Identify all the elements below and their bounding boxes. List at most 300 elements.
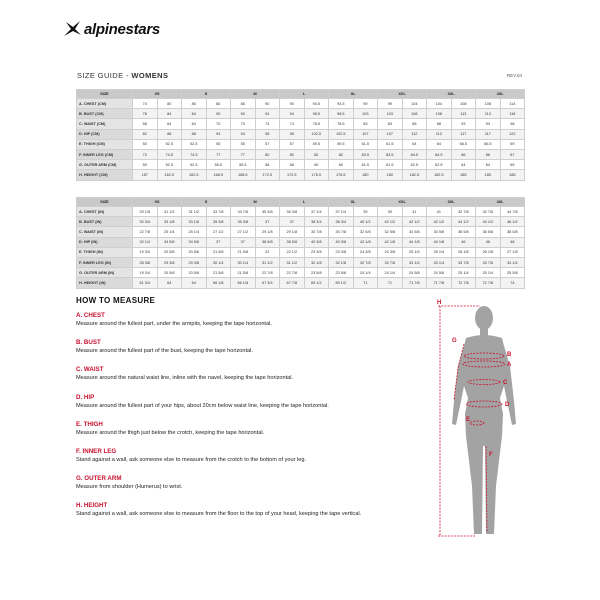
- table-cell: 61 3/4: [133, 278, 158, 288]
- table-cell: 78: [133, 109, 158, 119]
- table-cell: 82: [329, 149, 354, 159]
- table-cell: 62.5: [402, 160, 427, 170]
- table-cell: 30 3/4: [133, 217, 158, 227]
- table-cell: 42 7/8: [476, 207, 501, 217]
- table-cell: 30 7/8: [329, 227, 354, 237]
- table-cell: 20 5/8: [157, 268, 182, 278]
- table-cell: 99: [353, 99, 378, 109]
- table-cell: 182.5: [402, 170, 427, 180]
- size-table-in: [76, 197, 525, 289]
- table-cell: 31 1/2: [255, 257, 280, 267]
- row-label: C. WAIST (CM): [77, 119, 133, 129]
- table-cell: 46: [451, 237, 476, 247]
- table-cell: 31 1/2: [182, 207, 207, 217]
- table-cell: 64: [157, 119, 182, 129]
- table-header-row: [77, 198, 525, 207]
- table-cell: 108: [402, 109, 427, 119]
- table-cell: 37: [231, 237, 256, 247]
- label-a: A: [507, 362, 512, 368]
- table-cell: 99: [378, 99, 403, 109]
- size-header-xs: XS: [133, 198, 182, 207]
- table-cell: 21 5/8: [206, 268, 231, 278]
- measure-instructions: [76, 312, 436, 530]
- measure-description: Measure around the fullest part, under the armpits, keeping the tape horizontal.: [76, 321, 272, 327]
- table-cell: 22: [255, 247, 280, 257]
- table-cell: 168.5: [206, 170, 231, 180]
- measure-heading: E. THIGH: [76, 420, 103, 428]
- table-cell: 32 7/8: [353, 257, 378, 267]
- table-cell: 22 1/2: [280, 247, 305, 257]
- table-cell: 61.5: [353, 139, 378, 149]
- label-d: D: [505, 402, 510, 408]
- table-cell: 41: [402, 207, 427, 217]
- table-cell: 37: [255, 217, 280, 227]
- table-cell: 34 5/8: [182, 237, 207, 247]
- table-cell: 90: [206, 109, 231, 119]
- table-cell: 26 1/8: [451, 247, 476, 257]
- table-cell: 94: [206, 129, 231, 139]
- table-cell: 38 3/4: [329, 217, 354, 227]
- label-g: G: [452, 338, 457, 344]
- table-cell: 80: [157, 99, 182, 109]
- table-cell: 176.5: [329, 170, 354, 180]
- table-cell: 98: [500, 119, 525, 129]
- table-row: [77, 109, 525, 119]
- table-cell: 21 5/8: [206, 247, 231, 257]
- table-cell: 27 1/2: [231, 227, 256, 237]
- table-cell: 35 3/8: [231, 217, 256, 227]
- measure-heading: B. BUST: [76, 339, 101, 347]
- table-cell: 162.5: [157, 170, 182, 180]
- table-cell: 38 5/8: [255, 237, 280, 247]
- table-row: [77, 217, 525, 227]
- table-cell: 86: [231, 99, 256, 109]
- size-column-header: SIZE: [77, 198, 133, 207]
- table-cell: 74: [280, 119, 305, 129]
- table-cell: 23 3/8: [304, 247, 329, 257]
- table-cell: 74: [255, 119, 280, 129]
- table-cell: 108: [476, 99, 501, 109]
- table-cell: 20 5/8: [182, 247, 207, 257]
- table-cell: 61.5: [353, 160, 378, 170]
- row-label: F. INNER LEG (CM): [77, 149, 133, 159]
- table-cell: 83.5: [378, 149, 403, 159]
- size-header-xl: XL: [329, 90, 378, 99]
- table-row: [77, 237, 525, 247]
- size-header-3xl: 3XL: [427, 90, 476, 99]
- table-cell: 33 7/8: [231, 207, 256, 217]
- table-cell: 58: [133, 119, 158, 129]
- table-cell: 37: [206, 237, 231, 247]
- body-figure-illustration: [436, 296, 530, 546]
- row-label: D. HIP (IN): [77, 237, 133, 247]
- measure-description: Measure around the thigh just below the crotch, keeping the tape horizontal.: [76, 429, 265, 436]
- table-cell: 61.5: [378, 160, 403, 170]
- row-label: E. THIGH (CM): [77, 139, 133, 149]
- table-cell: 52.5: [157, 139, 182, 149]
- table-cell: 90: [280, 99, 305, 109]
- table-cell: 23 5/8: [329, 268, 354, 278]
- table-cell: 74.5: [182, 149, 207, 159]
- table-cell: 55: [206, 139, 231, 149]
- table-cell: 70: [206, 119, 231, 129]
- table-cell: 22 7/8: [280, 268, 305, 278]
- table-cell: 35 3/8: [280, 207, 305, 217]
- table-cell: 77: [231, 149, 256, 159]
- table-cell: 98: [255, 129, 280, 139]
- table-cell: 80: [255, 149, 280, 159]
- table-cell: 90: [255, 99, 280, 109]
- size-header-xl: XL: [329, 198, 378, 207]
- table-cell: 44 1/8: [427, 237, 452, 247]
- size-header-xs: XS: [133, 90, 182, 99]
- table-cell: 104: [427, 99, 452, 109]
- table-cell: 168.5: [231, 170, 256, 180]
- size-header-s: S: [182, 90, 231, 99]
- table-cell: 29 1/8: [255, 227, 280, 237]
- table-cell: 29 3/8: [157, 257, 182, 267]
- size-header-3xl: 3XL: [427, 198, 476, 207]
- table-cell: 32 5/8: [353, 227, 378, 237]
- table-row: [77, 119, 525, 129]
- size-header-xxl: XXL: [378, 90, 427, 99]
- row-label: A. CHEST (IN): [77, 207, 133, 217]
- row-label: A. CHEST (CM): [77, 99, 133, 109]
- table-cell: 172.5: [280, 170, 305, 180]
- measure-item: [76, 421, 436, 448]
- table-cell: 59.5: [329, 139, 354, 149]
- table-cell: 34 5/8: [157, 237, 182, 247]
- table-cell: 65: [500, 160, 525, 170]
- table-cell: 188: [500, 170, 525, 180]
- table-cell: 107: [378, 129, 403, 139]
- table-cell: 30 1/4: [206, 257, 231, 267]
- title-bold: WOMENS: [131, 71, 169, 80]
- table-cell: 42 1/8: [353, 237, 378, 247]
- table-cell: 33 1/8: [182, 217, 207, 227]
- table-cell: 42 1/2: [427, 217, 452, 227]
- size-header-xxl: XXL: [378, 198, 427, 207]
- label-c: C: [503, 380, 508, 386]
- page-title: [77, 71, 168, 80]
- table-cell: 57: [280, 139, 305, 149]
- table-row: [77, 160, 525, 170]
- table-cell: 25 1/4: [402, 247, 427, 257]
- table-cell: 31 1/2: [157, 207, 182, 217]
- table-cell: 34 5/8: [402, 227, 427, 237]
- table-row: [77, 139, 525, 149]
- table-cell: 71 7/8: [427, 278, 452, 288]
- table-row: [77, 149, 525, 159]
- footnote: [76, 555, 376, 560]
- table-cell: 33 7/8: [206, 207, 231, 217]
- table-cell: 108: [427, 109, 452, 119]
- table-cell: 74: [500, 278, 525, 288]
- brand-logo: [62, 20, 160, 38]
- table-cell: 34 5/8: [427, 227, 452, 237]
- table-cell: 29 1/8: [133, 207, 158, 217]
- table-cell: 55.5: [206, 160, 231, 170]
- table-cell: 94.5: [304, 99, 329, 109]
- table-cell: 44 1/2: [451, 217, 476, 227]
- table-cell: 36 5/8: [451, 227, 476, 237]
- table-cell: 19 3/4: [133, 268, 158, 278]
- size-header-4xl: 4XL: [476, 90, 525, 99]
- table-cell: 33 7/8: [451, 257, 476, 267]
- table-cell: 37: [280, 217, 305, 227]
- table-cell: 23 3/8: [329, 247, 354, 257]
- table-cell: 185: [451, 170, 476, 180]
- table-cell: 40 1/2: [378, 217, 403, 227]
- table-cell: 64: [476, 160, 501, 170]
- table-cell: 50: [133, 160, 158, 170]
- table-cell: 40 1/2: [353, 217, 378, 227]
- table-cell: 87: [500, 149, 525, 159]
- table-cell: 26 1/8: [476, 247, 501, 257]
- table-row: [77, 99, 525, 109]
- table-cell: 117: [476, 129, 501, 139]
- table-cell: 69: [500, 139, 525, 149]
- table-cell: 22 7/8: [133, 227, 158, 237]
- table-cell: 88: [402, 119, 427, 129]
- table-cell: 64: [157, 278, 182, 288]
- measure-description: Measure around the natural waist line, inline with the navel, keeping the tape horizontal.: [76, 375, 294, 382]
- label-h: H: [437, 300, 442, 306]
- table-cell: 40 3/8: [304, 237, 329, 247]
- table-cell: 55: [231, 139, 256, 149]
- table-cell: 52.5: [157, 160, 182, 170]
- table-cell: 37 1/4: [329, 207, 354, 217]
- table-cell: 33 7/8: [476, 257, 501, 267]
- measure-item: [76, 366, 436, 393]
- label-e: E: [466, 417, 471, 423]
- size-column-header: SIZE: [77, 90, 133, 99]
- table-cell: 94: [280, 109, 305, 119]
- table-cell: 62.5: [427, 160, 452, 170]
- table-cell: 78.5: [329, 119, 354, 129]
- table-cell: 29 3/8: [182, 257, 207, 267]
- table-cell: 98.5: [304, 109, 329, 119]
- table-cell: 71 7/8: [402, 278, 427, 288]
- table-cell: 83: [378, 119, 403, 129]
- table-cell: 25 1/4: [157, 227, 182, 237]
- table-cell: 32 7/8: [378, 257, 403, 267]
- table-cell: 88: [427, 119, 452, 129]
- table-cell: 180: [378, 170, 403, 180]
- table-cell: 107: [353, 129, 378, 139]
- measure-item: [76, 502, 436, 529]
- table-cell: 44 7/8: [500, 207, 525, 217]
- table-cell: 112: [427, 129, 452, 139]
- table-cell: 19 3/4: [133, 247, 158, 257]
- row-label: H. HEIGHT (IN): [77, 278, 133, 288]
- table-row: [77, 227, 525, 237]
- table-cell: 33 1/8: [157, 217, 182, 227]
- table-cell: 37 1/4: [304, 207, 329, 217]
- table-cell: 39: [353, 207, 378, 217]
- table-cell: 74: [133, 99, 158, 109]
- table-cell: 42 1/2: [402, 217, 427, 227]
- table-cell: 118: [500, 109, 525, 119]
- table-cell: 82: [133, 129, 158, 139]
- measure-item: [76, 475, 436, 502]
- table-cell: 86: [206, 99, 231, 109]
- label-b: B: [507, 352, 512, 358]
- table-cell: 88: [157, 129, 182, 139]
- table-cell: 29 1/8: [280, 227, 305, 237]
- table-cell: 182.5: [427, 170, 452, 180]
- row-label: B. BUST (IN): [77, 217, 133, 227]
- row-label: F. INNER LEG (IN): [77, 257, 133, 267]
- table-cell: 86: [451, 149, 476, 159]
- revision-code: REV.04: [506, 73, 522, 78]
- table-row: [77, 247, 525, 257]
- table-cell: 93: [451, 119, 476, 129]
- table-cell: 102.5: [304, 129, 329, 139]
- table-cell: 94: [255, 109, 280, 119]
- table-cell: 24 3/8: [353, 247, 378, 257]
- measure-item: [76, 394, 436, 421]
- table-cell: 30 1/4: [231, 257, 256, 267]
- table-cell: 104: [402, 99, 427, 109]
- table-cell: 98.5: [329, 109, 354, 119]
- table-cell: 71: [378, 278, 403, 288]
- table-row: [77, 278, 525, 288]
- table-cell: 113: [451, 109, 476, 119]
- star-icon: [62, 20, 82, 38]
- table-cell: 38 5/8: [280, 237, 305, 247]
- table-cell: 39: [378, 207, 403, 217]
- row-label: C. WAIST (IN): [77, 227, 133, 237]
- table-cell: 23 5/8: [304, 268, 329, 278]
- table-cell: 162.5: [182, 170, 207, 180]
- how-to-measure-title: HOW TO MEASURE: [76, 296, 156, 305]
- table-cell: 25 1/4: [427, 247, 452, 257]
- table-cell: 117: [451, 129, 476, 139]
- table-cell: 34 1/4: [500, 257, 525, 267]
- table-cell: 114: [500, 99, 525, 109]
- table-row: [77, 257, 525, 267]
- table-cell: 24 1/4: [378, 268, 403, 278]
- table-cell: 80: [182, 99, 207, 109]
- table-cell: 59.5: [304, 139, 329, 149]
- measure-heading: F. INNER LEG: [76, 447, 117, 455]
- size-header-l: L: [280, 90, 329, 99]
- table-cell: 83.5: [353, 149, 378, 159]
- table-cell: 72 7/8: [451, 278, 476, 288]
- measure-description: Stand against a wall, ask someone else to measure from the floor to the top of your head, keeping the tape vertical.: [76, 511, 362, 518]
- table-cell: 64: [402, 139, 427, 149]
- table-cell: 66.5: [476, 139, 501, 149]
- table-cell: 102.5: [329, 129, 354, 139]
- table-cell: 21 5/8: [231, 247, 256, 257]
- table-cell: 32 1/4: [133, 237, 158, 247]
- table-row: [77, 207, 525, 217]
- table-cell: 69 1/2: [304, 278, 329, 288]
- row-label: G. OUTER ARM (CM): [77, 160, 133, 170]
- table-cell: 36 5/8: [476, 227, 501, 237]
- measure-heading: G. OUTER ARM: [76, 475, 122, 483]
- table-cell: 88: [182, 129, 207, 139]
- table-cell: 67 7/8: [280, 278, 305, 288]
- table-cell: 57: [255, 139, 280, 149]
- table-cell: 35 3/8: [255, 207, 280, 217]
- table-cell: 112: [402, 129, 427, 139]
- measure-heading: A. CHEST: [76, 312, 105, 319]
- table-cell: 64: [451, 160, 476, 170]
- table-cell: 24 5/8: [427, 268, 452, 278]
- table-cell: 98: [280, 129, 305, 139]
- table-cell: 172.5: [255, 170, 280, 180]
- table-cell: 103: [353, 109, 378, 119]
- measure-description: Measure around the fullest part of your hips, about 20cm below waist line, keeping the tape horizontal.: [76, 402, 329, 409]
- table-cell: 72: [133, 149, 158, 159]
- table-cell: 33 1/4: [427, 257, 452, 267]
- table-cell: 185: [476, 170, 501, 180]
- table-cell: 176.5: [304, 170, 329, 180]
- table-header-row: [77, 90, 525, 99]
- table-cell: 64: [427, 139, 452, 149]
- table-cell: 84.5: [402, 149, 427, 159]
- table-cell: 24 1/4: [353, 268, 378, 278]
- table-cell: 157: [133, 170, 158, 180]
- table-cell: 84: [157, 109, 182, 119]
- table-cell: 33 1/4: [402, 257, 427, 267]
- table-cell: 20 5/8: [182, 268, 207, 278]
- table-cell: 44 1/2: [476, 217, 501, 227]
- table-cell: 27 1/8: [500, 247, 525, 257]
- table-cell: 46 1/2: [500, 217, 525, 227]
- table-cell: 74.5: [157, 149, 182, 159]
- table-cell: 24 3/8: [378, 247, 403, 257]
- measure-heading: D. HIP: [76, 393, 95, 401]
- table-row: [77, 129, 525, 139]
- size-table-cm: [76, 89, 525, 181]
- table-cell: 83: [353, 119, 378, 129]
- table-cell: 21 5/8: [231, 268, 256, 278]
- table-cell: 35 3/8: [206, 217, 231, 227]
- table-row: [77, 170, 525, 180]
- table-cell: 38 5/8: [500, 227, 525, 237]
- measure-item: [76, 339, 436, 366]
- table-cell: 32 1/8: [304, 257, 329, 267]
- table-cell: 67 3/4: [255, 278, 280, 288]
- table-cell: 58: [280, 160, 305, 170]
- table-cell: 94: [231, 129, 256, 139]
- table-cell: 71: [353, 278, 378, 288]
- measure-item: [76, 448, 436, 475]
- table-cell: 64: [182, 278, 207, 288]
- table-cell: 122: [500, 129, 525, 139]
- table-cell: 48: [500, 237, 525, 247]
- table-cell: 84.5: [427, 149, 452, 159]
- table-cell: 55.5: [231, 160, 256, 170]
- table-cell: 30 7/8: [304, 227, 329, 237]
- table-cell: 24 5/8: [402, 268, 427, 278]
- table-cell: 84: [182, 109, 207, 119]
- table-cell: 52.5: [182, 160, 207, 170]
- table-cell: 58: [255, 160, 280, 170]
- measure-description: Measure around the fullest part of the bust, keeping the tape horizontal.: [76, 348, 253, 355]
- size-header-m: M: [231, 198, 280, 207]
- table-cell: 25 1/4: [451, 268, 476, 278]
- table-cell: 52.5: [182, 139, 207, 149]
- table-cell: 22 7/8: [255, 268, 280, 278]
- table-cell: 69 1/2: [329, 278, 354, 288]
- table-cell: 44 1/8: [402, 237, 427, 247]
- row-label: E. THIGH (IN): [77, 247, 133, 257]
- table-cell: 40 3/8: [329, 237, 354, 247]
